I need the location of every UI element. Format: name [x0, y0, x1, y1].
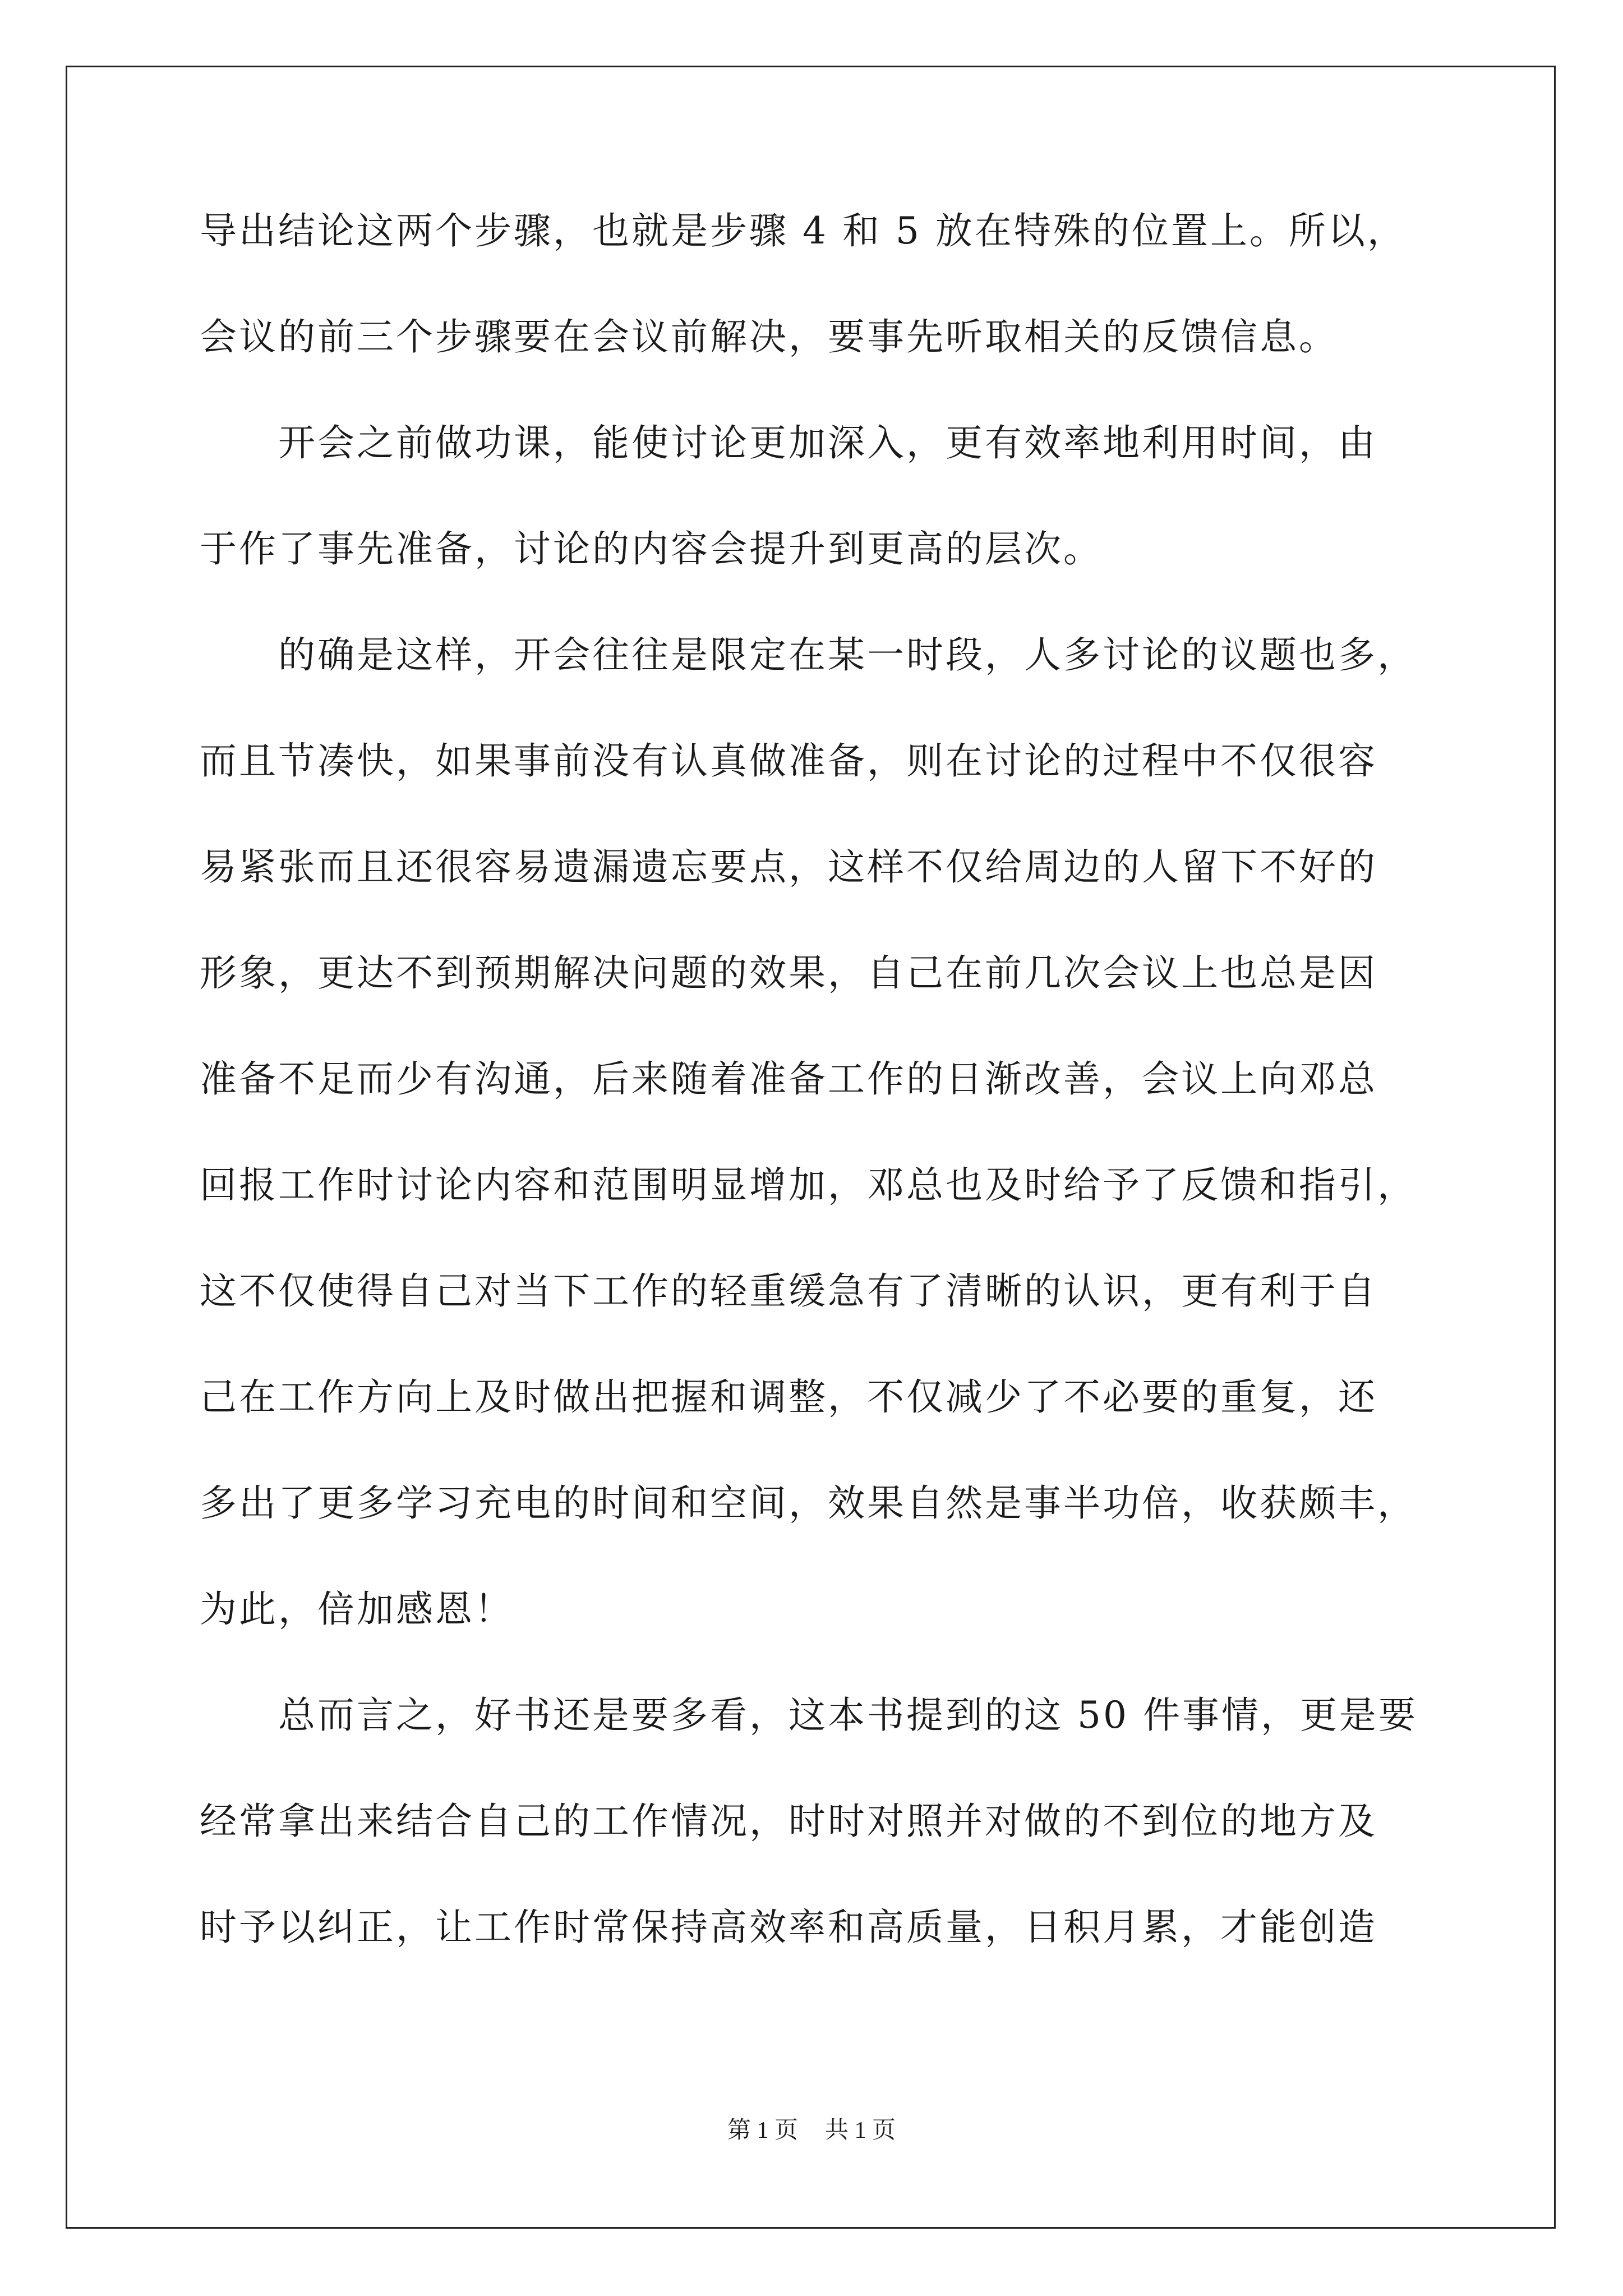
text-line: 易紧张而且还很容易遗漏遗忘要点，这样不仅给周边的人留下不好的: [200, 845, 1377, 889]
text-line: 总而言之，好书还是要多看，这本书提到的这 50 件事情，更是要: [200, 1694, 1418, 1737]
text-line: 己在工作方向上及时做出把握和调整，不仅减少了不必要的重复，还: [200, 1375, 1377, 1419]
text-line: 回报工作时讨论内容和范围明显增加，邓总也及时给予了反馈和指引，: [200, 1163, 1417, 1207]
page-number-total: 共 1 页: [825, 2118, 896, 2143]
text-line: 这不仅使得自己对当下工作的轻重缓急有了清晰的认识，更有利于自: [200, 1269, 1377, 1313]
text-line: 而且节凑快，如果事前没有认真做准备，则在讨论的过程中不仅很容: [200, 739, 1377, 783]
text-line: 为此，倍加感恩！: [200, 1588, 514, 1631]
text-line: 准备不足而少有沟通，后来随着准备工作的日渐改善，会议上向邓总: [200, 1057, 1377, 1101]
text-line: 会议的前三个步骤要在会议前解决，要事先听取相关的反馈信息。: [200, 315, 1338, 358]
text-line: 于作了事先准备，讨论的内容会提升到更高的层次。: [200, 527, 1103, 570]
page-footer: [0, 2114, 1623, 2147]
text-line: 经常拿出来结合自己的工作情况，时时对照并对做的不到位的地方及: [200, 1800, 1377, 1843]
text-line: 形象，更达不到预期解决问题的效果，自己在前几次会议上也总是因: [200, 951, 1377, 995]
text-line: 时予以纠正，让工作时常保持高效率和高质量，日积月累，才能创造: [200, 1906, 1377, 1949]
text-line: 开会之前做功课，能使讨论更加深入，更有效率地利用时间，由: [200, 421, 1377, 464]
page-number-current: 第 1 页: [727, 2118, 798, 2143]
text-line: 多出了更多学习充电的时间和空间，效果自然是事半功倍，收获颇丰，: [200, 1481, 1417, 1525]
text-line: 导出结论这两个步骤，也就是步骤 4 和 5 放在特殊的位置上。所以，: [200, 209, 1407, 252]
text-line: 的确是这样，开会往往是限定在某一时段，人多讨论的议题也多，: [200, 633, 1417, 677]
